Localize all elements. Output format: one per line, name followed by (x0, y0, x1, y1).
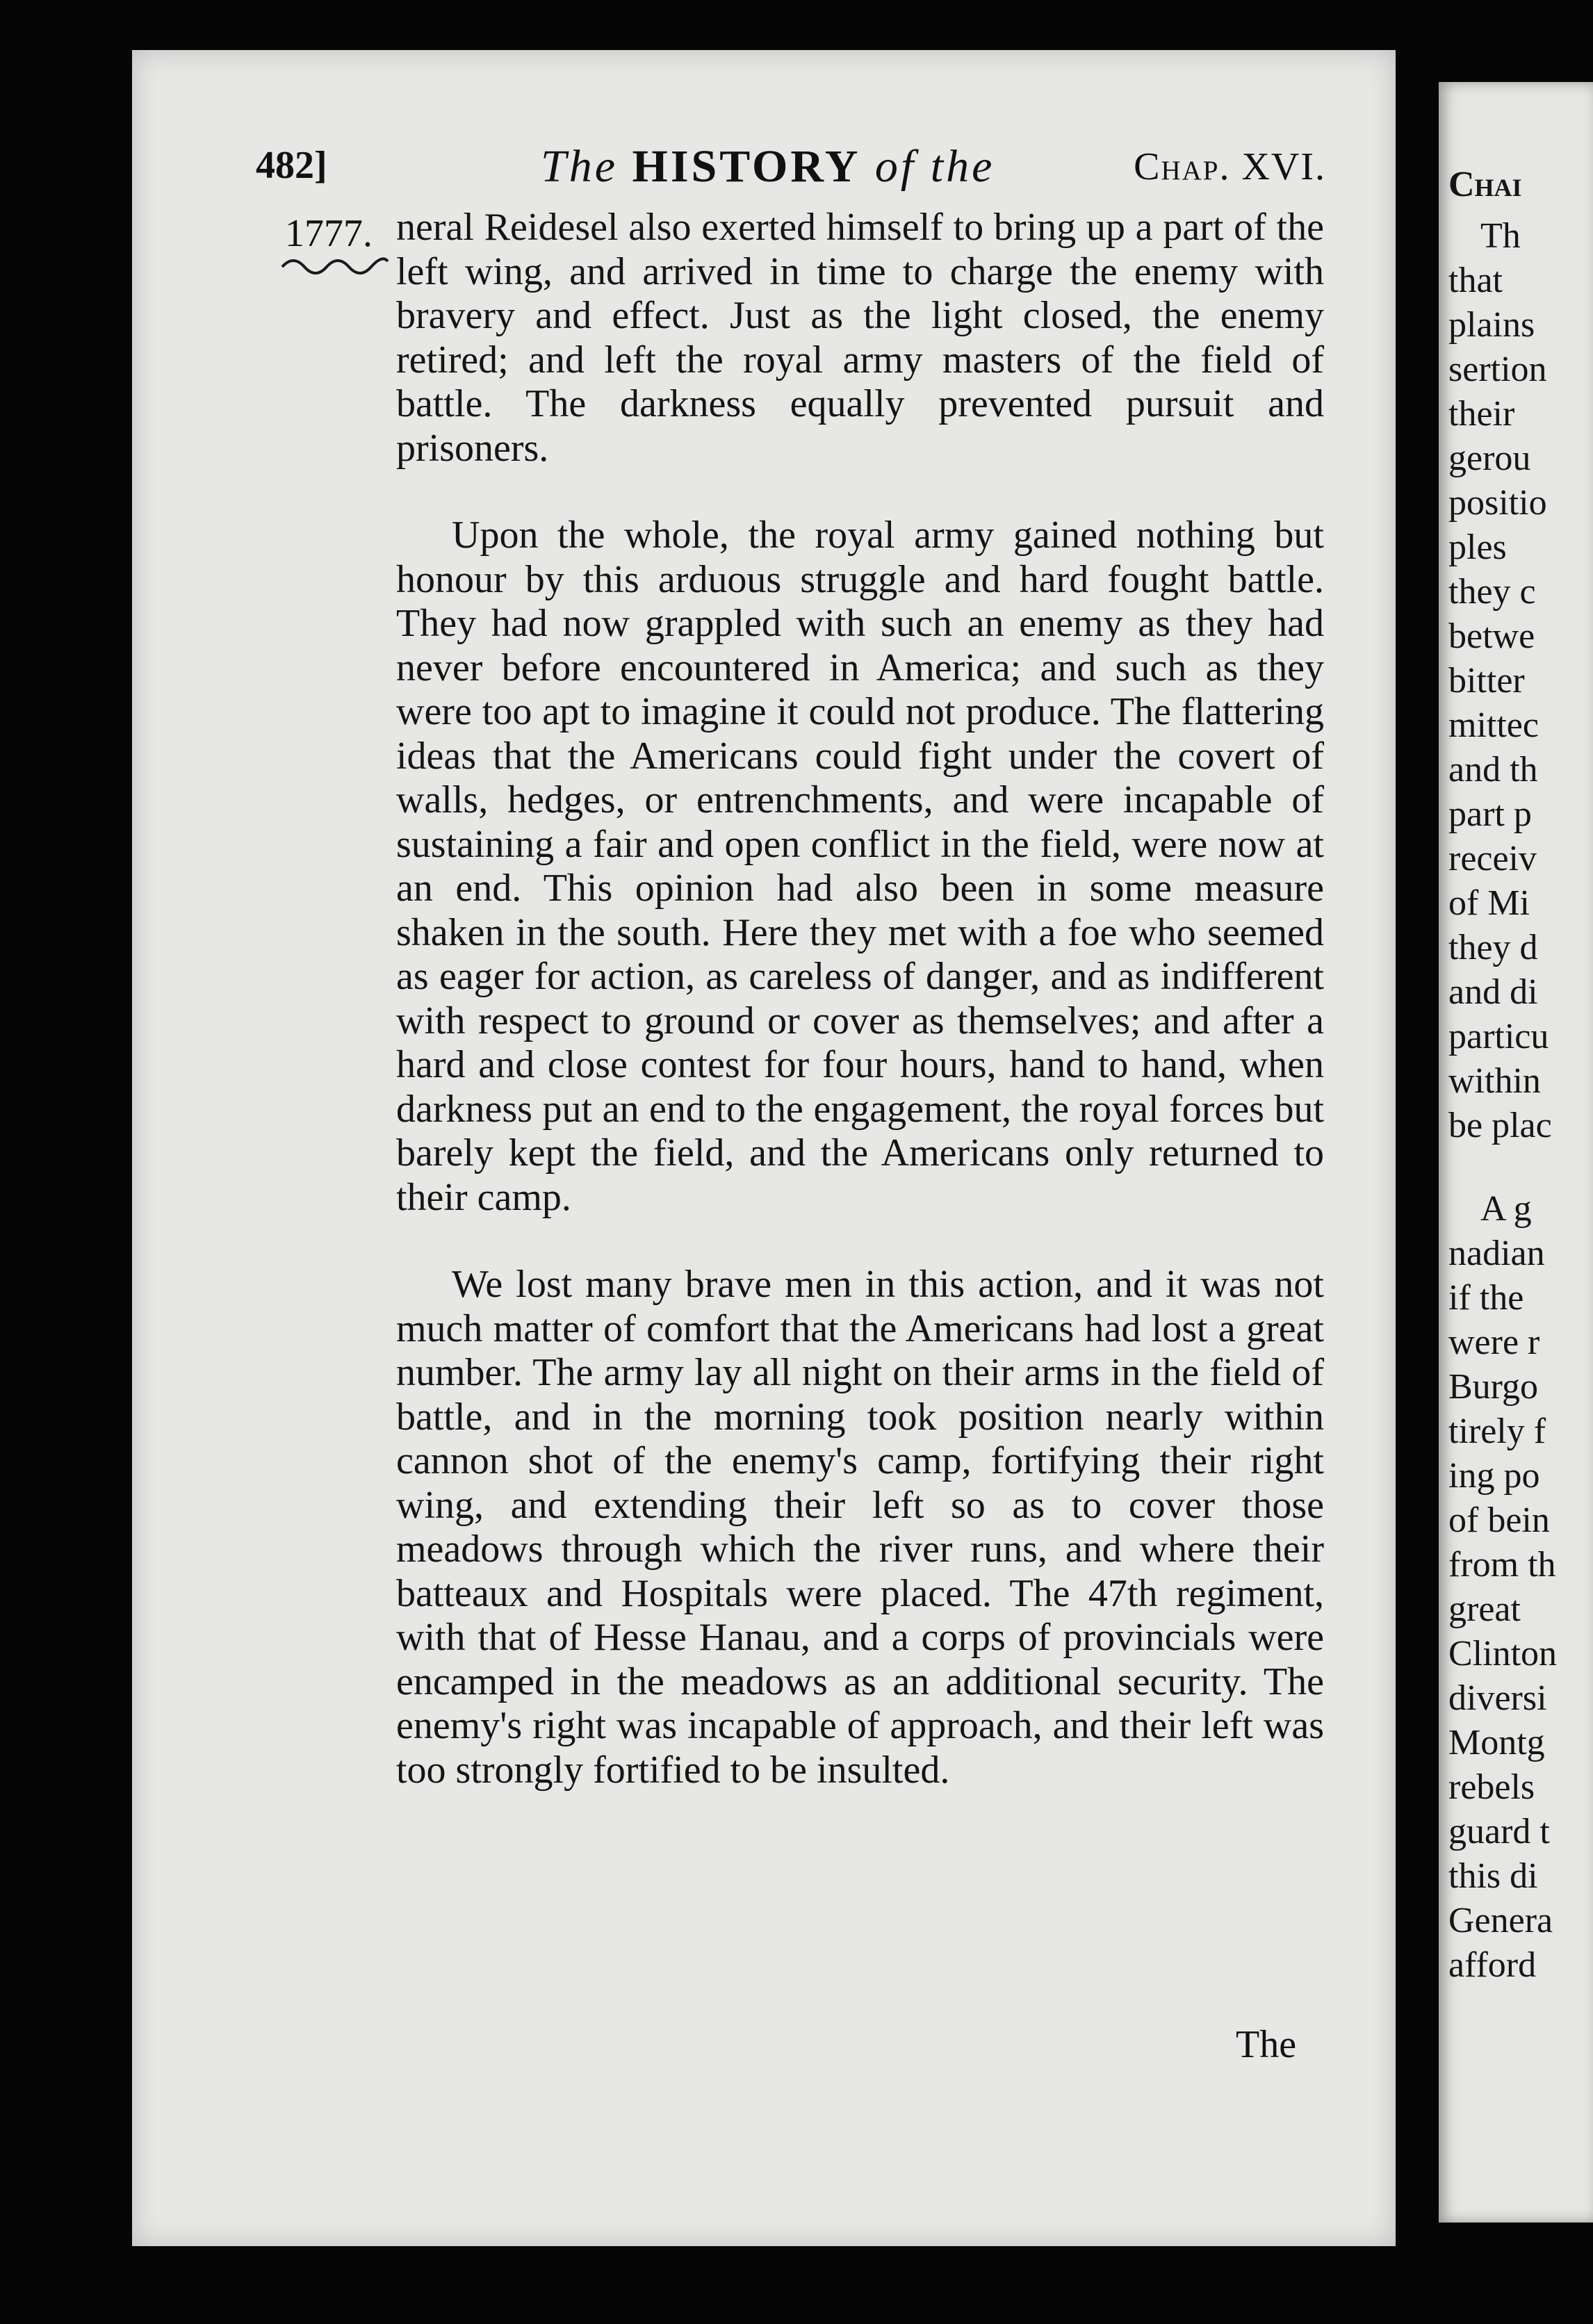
right-page-line: Clinton (1448, 1634, 1558, 1674)
running-head (256, 143, 1326, 206)
page-number: 482] (256, 144, 327, 187)
right-page-line: Montg (1448, 1723, 1545, 1762)
right-page-line: ing po (1448, 1456, 1540, 1496)
right-page-line: part p (1448, 794, 1532, 834)
paragraph-2: Upon the whole, the royal army gained nothing but honour by this arduous struggle and hard fought battle. They had now grappled with such an enemy as they had never before encountered in America; and such as they were too apt to imagine it could not produce. The flattering ideas that the Americans could fight under the covert of walls, hedges, or entrenchments, and were incapable of sustaining a fair and open conflict in the field, were now at an end. This opinion had also been in some measure shaken in the south. Here they met with a foe who seemed as eager for action, as careless of danger, and as indifferent with respect to ground or cover as themselves; and after a hard and close contest for four hours, hand to hand, when darkness put an end to the engagement, the royal forces but barely kept the field, and the Americans only returned to their camp. (396, 514, 1324, 1219)
right-page-line: within (1448, 1061, 1541, 1101)
right-page-line: bitter (1448, 661, 1525, 701)
right-page-line: sertion (1448, 350, 1547, 389)
right-page-line: particu (1448, 1017, 1549, 1056)
right-page-line: were r (1448, 1323, 1540, 1362)
running-title-prefix: The (541, 141, 618, 192)
right-page-line: this di (1448, 1856, 1538, 1896)
right-page-line: positio (1448, 483, 1547, 523)
right-page-line: afford (1448, 1945, 1537, 1985)
right-page-line: of Mi (1448, 883, 1530, 923)
right-page-line: that (1448, 261, 1503, 300)
right-page-line: betwe (1448, 616, 1535, 656)
right-page-line: A g (1480, 1189, 1532, 1229)
book-gutter (1396, 0, 1439, 2324)
right-page-line: rebels (1448, 1767, 1535, 1807)
right-page-line: receiv (1448, 839, 1537, 878)
catchword: The (1236, 2023, 1297, 2066)
paragraph-1: neral Reidesel also exerted himself to bring up a part of the left wing, and arrived in time to charge the enemy with bravery and effect. Just as the light closed, the enemy retired; and left the royal army masters of the field of battle. The darkness equally prevented pursuit and prisoners. (396, 206, 1324, 470)
margin-year: 1777. (285, 212, 373, 255)
right-page-line: ples (1448, 527, 1507, 567)
right-page-line: Burgo (1448, 1367, 1539, 1407)
right-page-line: mittec (1448, 705, 1539, 745)
flourish-ornament (279, 252, 391, 279)
right-page-line: Th (1480, 216, 1521, 256)
right-page-line: of bein (1448, 1500, 1550, 1540)
running-title-suffix: of the (874, 141, 995, 192)
paragraph-3: We lost many brave men in this action, and it was not much matter of comfort that the Americans had lost a great number. The army lay all night on their arms in the field of battle, and in the morning took position nearly within cannon shot of the enemy's camp, fortifying their right wing, and extending their left so as to cover those meadows through which the river runs, and where their batteaux and Hospitals were placed. The 47th regiment, with that of Hesse Hanau, and a corps of provincials were encamped in the meadows as an additional security. The enemy's right was incapable of approach, and their left was too strongly fortified to be insulted. (396, 1263, 1324, 1792)
right-page-line: if the (1448, 1278, 1524, 1318)
right-page-line: and th (1448, 750, 1538, 789)
right-page-line: nadian (1448, 1234, 1545, 1273)
running-title-main: HISTORY (632, 141, 861, 192)
running-title (541, 140, 995, 193)
right-page (1439, 82, 1593, 2223)
body-text (396, 206, 1324, 1792)
right-page-line: plains (1448, 305, 1535, 345)
right-page-line: they d (1448, 928, 1538, 967)
chapter-heading: Chap. XVI. (1134, 145, 1326, 188)
right-page-line: and di (1448, 972, 1538, 1012)
right-page-line: from th (1448, 1545, 1556, 1585)
right-page-line: Genera (1448, 1901, 1553, 1940)
right-page-line: tirely f (1448, 1411, 1546, 1451)
right-page-header: Chai (1448, 165, 1522, 204)
right-page-line: they c (1448, 572, 1536, 612)
right-page-line: diversi (1448, 1678, 1547, 1718)
right-page-line: their (1448, 394, 1515, 434)
right-page-line: be plac (1448, 1106, 1552, 1145)
right-page-line: great (1448, 1589, 1521, 1629)
right-page-line: guard t (1448, 1812, 1550, 1851)
right-page-line: gerou (1448, 439, 1531, 478)
